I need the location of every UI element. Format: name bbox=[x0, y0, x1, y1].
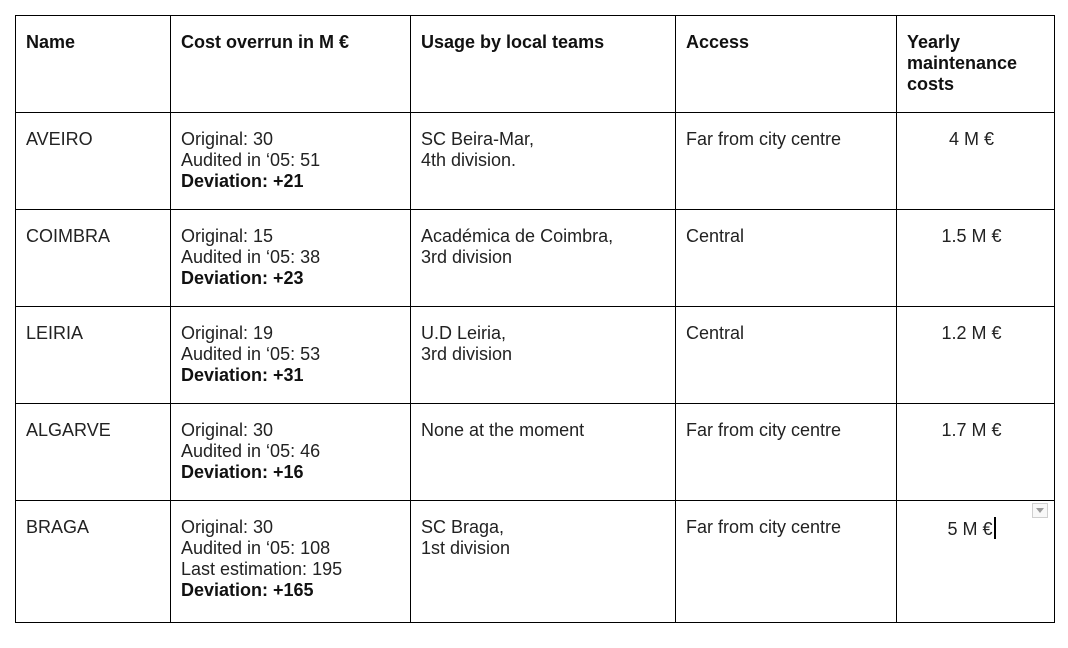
table-row bbox=[16, 113, 1055, 210]
cell-access[interactable]: Far from city centre bbox=[676, 404, 897, 501]
cost-line: Audited in ‘05: 108 bbox=[181, 538, 331, 558]
usage-line: SC Braga, bbox=[421, 517, 505, 537]
text-cursor bbox=[994, 517, 996, 539]
cost-line: Audited in ‘05: 38 bbox=[181, 247, 321, 267]
table-row bbox=[16, 404, 1055, 501]
table-row bbox=[16, 307, 1055, 404]
cell-maintenance[interactable]: 1.7 M € bbox=[897, 404, 1055, 501]
header-usage[interactable]: Usage by local teams bbox=[411, 16, 676, 113]
cell-name[interactable]: BRAGA bbox=[16, 501, 171, 623]
cost-line: Original: 15 bbox=[181, 226, 274, 246]
table-row bbox=[16, 501, 1055, 623]
cost-line: Original: 30 bbox=[181, 517, 274, 537]
chevron-down-icon[interactable] bbox=[1032, 503, 1048, 518]
cost-line: Original: 30 bbox=[181, 129, 274, 149]
cell-cost-overrun[interactable] bbox=[171, 307, 411, 404]
cell-maintenance[interactable]: 1.5 M € bbox=[897, 210, 1055, 307]
header-cost-overrun[interactable]: Cost overrun in M € bbox=[171, 16, 411, 113]
usage-line: 3rd division bbox=[421, 247, 513, 267]
table-row bbox=[16, 210, 1055, 307]
table-header-row bbox=[16, 16, 1055, 113]
cell-usage[interactable] bbox=[411, 501, 676, 623]
usage-line: Académica de Coimbra, bbox=[421, 226, 614, 246]
usage-line: 3rd division bbox=[421, 344, 513, 364]
usage-line: 1st division bbox=[421, 538, 511, 558]
cell-usage[interactable] bbox=[411, 404, 676, 501]
deviation-text: Deviation: +16 bbox=[181, 462, 304, 482]
cell-maintenance[interactable]: 1.2 M € bbox=[897, 307, 1055, 404]
header-access[interactable]: Access bbox=[676, 16, 897, 113]
cell-access[interactable]: Far from city centre bbox=[676, 113, 897, 210]
header-name[interactable]: Name bbox=[16, 16, 171, 113]
cell-cost-overrun[interactable] bbox=[171, 113, 411, 210]
deviation-text: Deviation: +165 bbox=[181, 580, 314, 600]
cell-maintenance-active[interactable] bbox=[897, 501, 1055, 623]
usage-line: 4th division. bbox=[421, 150, 517, 170]
cost-line: Last estimation: 195 bbox=[181, 559, 343, 579]
cost-line: Original: 19 bbox=[181, 323, 274, 343]
cell-usage[interactable] bbox=[411, 210, 676, 307]
cost-line: Audited in ‘05: 46 bbox=[181, 441, 321, 461]
deviation-text: Deviation: +21 bbox=[181, 171, 304, 191]
cell-usage[interactable] bbox=[411, 113, 676, 210]
cell-cost-overrun[interactable] bbox=[171, 501, 411, 623]
maintenance-value: 5 M € bbox=[947, 519, 993, 539]
cost-line: Audited in ‘05: 51 bbox=[181, 150, 321, 170]
cell-name[interactable]: LEIRIA bbox=[16, 307, 171, 404]
deviation-text: Deviation: +31 bbox=[181, 365, 304, 385]
cell-maintenance[interactable]: 4 M € bbox=[897, 113, 1055, 210]
cell-access[interactable]: Far from city centre bbox=[676, 501, 897, 623]
cell-cost-overrun[interactable] bbox=[171, 210, 411, 307]
cell-name[interactable]: AVEIRO bbox=[16, 113, 171, 210]
header-maintenance[interactable]: Yearly maintenance costs bbox=[897, 16, 1055, 113]
stadium-costs-table bbox=[15, 15, 1055, 623]
usage-line: None at the moment bbox=[421, 420, 585, 440]
cell-name[interactable]: COIMBRA bbox=[16, 210, 171, 307]
cell-access[interactable]: Central bbox=[676, 307, 897, 404]
cell-cost-overrun[interactable] bbox=[171, 404, 411, 501]
cell-name[interactable]: ALGARVE bbox=[16, 404, 171, 501]
usage-line: SC Beira-Mar, bbox=[421, 129, 535, 149]
cell-usage[interactable] bbox=[411, 307, 676, 404]
cost-line: Audited in ‘05: 53 bbox=[181, 344, 321, 364]
cell-access[interactable]: Central bbox=[676, 210, 897, 307]
usage-line: U.D Leiria, bbox=[421, 323, 507, 343]
cost-line: Original: 30 bbox=[181, 420, 274, 440]
active-cell-content bbox=[907, 517, 1036, 540]
deviation-text: Deviation: +23 bbox=[181, 268, 304, 288]
